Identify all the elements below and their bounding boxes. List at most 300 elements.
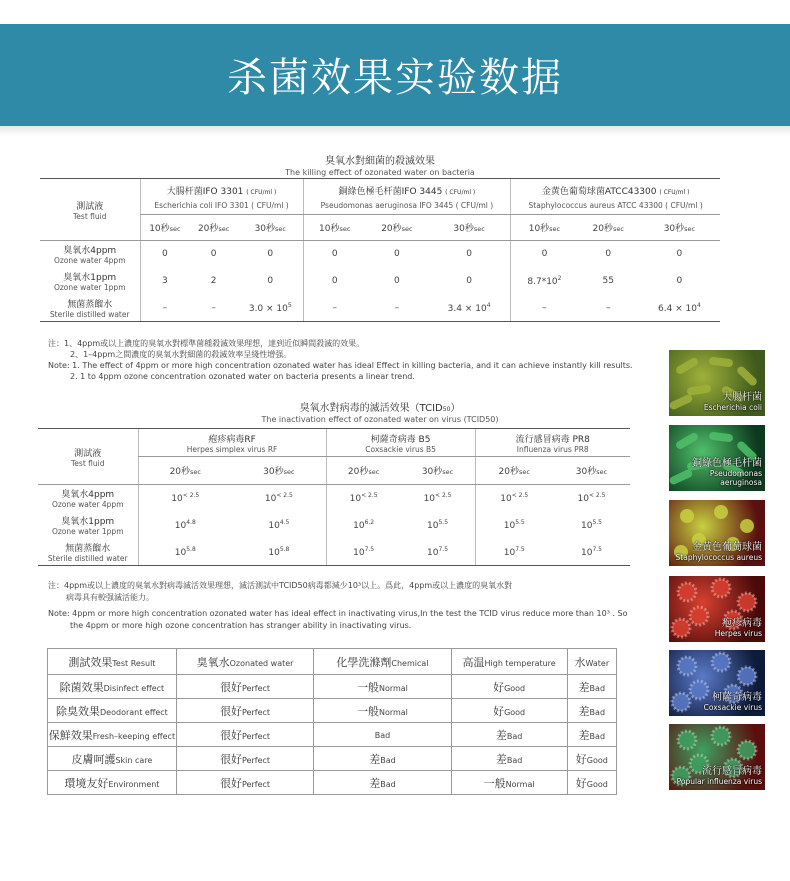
- cell-zh: 好: [493, 680, 505, 694]
- cell-zh: 很好: [220, 752, 243, 766]
- virus-table: [38, 428, 630, 566]
- page-title: 杀菌效果实验数据: [227, 55, 563, 101]
- thumbnail-label: [669, 454, 762, 487]
- row-label-zh: 無菌蒸餾水: [65, 543, 111, 554]
- cell-en: Good: [586, 779, 608, 789]
- virus-notes: [48, 580, 628, 632]
- table-cell: [140, 241, 189, 268]
- table-cell: [303, 295, 366, 322]
- table-cell: [578, 241, 639, 268]
- table-cell: [401, 539, 475, 566]
- cell-value: 0: [541, 249, 548, 260]
- note-line: 2. 1 to 4ppm ozone concentration ozonated water on bacteria presents a linear trend.: [70, 372, 415, 381]
- row-label-en: Ozone water 1ppm: [51, 527, 124, 536]
- table-cell: [232, 512, 326, 539]
- cell-en: Perfect: [242, 707, 271, 717]
- cell-en: Chemical: [391, 658, 429, 668]
- note-line: 注：1、4ppm或以上濃度的臭氧水對標準菌種殺滅效果理想，達到近似瞬間殺滅的效果。: [48, 339, 365, 348]
- time-label: 30秒: [254, 224, 276, 234]
- cell-value: 2: [210, 276, 217, 286]
- table-cell: [511, 268, 578, 295]
- table-cell: [553, 539, 630, 566]
- cell-en: Test Result: [112, 658, 156, 668]
- thumbnail-label-en: Herpes virus: [714, 629, 762, 638]
- time-label: 10秒: [149, 224, 170, 234]
- cell-zh: 保鮮效果: [48, 728, 93, 742]
- cell-zh: 差: [369, 776, 381, 790]
- comparison-cell: [314, 675, 451, 699]
- time-label: 20秒: [197, 224, 219, 234]
- cell-exponent: 5.8: [279, 545, 290, 553]
- comparison-cell: [176, 771, 313, 795]
- cell-en: Bad: [589, 683, 606, 693]
- group-header: 銅綠色極毛杆菌IFO 3445 ( CFU/ml ) Pseudomonas aeruginosa IFO 3445 ( CFU/ml ): [303, 179, 511, 215]
- group-header: 流行感冒病毒 PR8 Influenza virus PR8: [475, 429, 630, 457]
- table-cell: [138, 485, 232, 512]
- table-cell: [326, 539, 400, 566]
- cell-en: Fresh–keeping effect: [92, 731, 176, 741]
- cell-exponent: 5.5: [515, 519, 525, 526]
- cell-zh: 很好: [220, 680, 243, 694]
- test-fluid-header: 測試液 Test fluid: [40, 179, 140, 241]
- comparison-cell: [567, 771, 616, 795]
- bacteria-caption-en: The killing effect of ozonated water on bacteria: [285, 168, 475, 177]
- cell-value: –: [162, 302, 168, 313]
- comparison-row: [48, 771, 617, 795]
- comparison-row: [48, 699, 617, 723]
- thumbnail-label: [676, 538, 762, 562]
- cell-value: 10: [174, 521, 187, 531]
- row-label-en: Sterile distilled water: [47, 553, 128, 563]
- sec-unit: sec: [549, 225, 561, 233]
- thumbnail-label-en: Pseudomonas aeruginosa: [709, 469, 762, 487]
- table-cell: [511, 241, 578, 268]
- table-cell: [232, 539, 326, 566]
- cell-exponent: 5.5: [592, 519, 602, 526]
- cell-value: 10: [264, 494, 277, 505]
- time-label: 10秒: [319, 224, 340, 234]
- table-row: [38, 512, 630, 539]
- virus-caption-en: The inactivation effect of ozonated water on virus (TCID50): [261, 415, 499, 424]
- table-cell: [189, 268, 238, 295]
- thumbnail-label: [704, 388, 762, 412]
- sec-unit: sec: [596, 468, 608, 476]
- cell-zh: 差: [495, 752, 507, 766]
- thumbnail-label-zh: 銅綠色極毛杆菌: [692, 458, 762, 469]
- time-header: [326, 457, 400, 485]
- cell-value: 10: [577, 494, 589, 505]
- cell-value: –: [542, 302, 547, 313]
- table-cell: [366, 241, 428, 268]
- cell-en: Bad: [374, 731, 391, 740]
- row-label-zh: 臭氧水1ppm: [61, 517, 115, 527]
- group-header: 疱疹病毒RF Herpes simplex virus RF: [138, 429, 326, 457]
- note-line: Note: 1. The effect of 4ppm or more high concentration ozonated water has ideal Effect in killing bacteria, and it can achieve instantly kill results.: [48, 361, 633, 370]
- cell-en: Skin care: [115, 755, 153, 765]
- table-cell: [401, 512, 475, 539]
- cell-exponent: 5.8: [186, 545, 196, 553]
- table-cell: [189, 241, 238, 268]
- cell-en: Environment: [108, 779, 160, 789]
- cell-exponent: 4: [486, 301, 491, 309]
- time-header: [232, 457, 326, 485]
- comparison-cell: [314, 723, 451, 747]
- table-cell: [428, 268, 511, 295]
- row-label-zh: 臭氧水1ppm: [63, 273, 117, 283]
- bacteria-table: [40, 178, 720, 322]
- microbe-thumbnail: [669, 576, 765, 642]
- table-cell: [140, 295, 189, 322]
- sec-unit: sec: [368, 468, 380, 476]
- cell-exponent: < 2.5: [588, 492, 606, 500]
- cell-zh: 差: [578, 704, 590, 718]
- time-header: [303, 215, 366, 241]
- cell-exponent: 7.5: [364, 545, 375, 553]
- sec-unit: sec: [283, 468, 295, 476]
- time-label: 30秒: [663, 224, 685, 234]
- cell-zh: 差: [578, 680, 590, 694]
- time-header: [140, 215, 189, 241]
- cell-exponent: 7.5: [515, 545, 525, 553]
- note-line: 2、1–4ppm之間濃度的臭氧水對細菌的殺滅效率呈綫性增强。: [70, 350, 292, 359]
- cell-value: 10: [171, 494, 183, 505]
- header-banner: [0, 24, 790, 126]
- time-label: 20秒: [347, 467, 369, 477]
- cell-value: 10: [427, 547, 439, 558]
- group-header: 柯薩奇病毒 B5 Coxsackie virus B5: [326, 429, 475, 457]
- table-row: [40, 295, 720, 322]
- comparison-cell: [48, 723, 177, 747]
- cell-en: Bad: [380, 779, 396, 789]
- cell-en: Bad: [506, 755, 523, 765]
- cell-en: Ozonated water: [229, 658, 294, 668]
- comparison-cell: [314, 747, 451, 771]
- thumbnail-label-zh: 疱疹病毒: [722, 618, 762, 629]
- cell-en: Bad: [506, 731, 523, 741]
- cell-zh: 高温: [462, 655, 485, 669]
- cell-exponent: 5: [287, 301, 292, 309]
- group-header: 金黄色葡萄球菌ATCC43300 ( CFU/ml ) Staphylococcus aureus ATCC 43300 ( CFU/ml ): [511, 179, 720, 215]
- cell-value: 10: [349, 494, 362, 505]
- cell-value: 0: [676, 276, 683, 286]
- table-row: [38, 539, 630, 566]
- cell-exponent: < 2.5: [361, 492, 378, 500]
- banner-divider: [0, 126, 790, 136]
- time-label: 20秒: [381, 224, 402, 234]
- microbe-thumbnail: [669, 500, 765, 566]
- table-cell: [189, 295, 238, 322]
- comparison-cell: [451, 723, 567, 747]
- time-label: 20秒: [498, 467, 519, 477]
- thumbnail-label-zh: 大腸杆菌: [722, 392, 762, 403]
- comparison-cell: [567, 699, 616, 723]
- cell-exponent: < 2.5: [182, 492, 200, 500]
- thumbnail-label: [715, 614, 762, 638]
- time-label: 20秒: [592, 224, 613, 234]
- cell-value: 0: [267, 276, 274, 286]
- time-header: [138, 457, 232, 485]
- table-cell: [238, 241, 303, 268]
- time-header: [189, 215, 238, 241]
- cell-value: 10: [581, 521, 593, 531]
- table-cell: [475, 512, 553, 539]
- cell-zh: 好: [493, 704, 505, 718]
- cell-exponent: < 2.5: [435, 492, 452, 500]
- cell-value: 10: [174, 547, 187, 558]
- cell-value: 0: [162, 249, 168, 260]
- comparison-header-cell: [567, 649, 616, 675]
- row-label-en: Ozone water 4ppm: [53, 256, 126, 266]
- table-cell: [326, 512, 400, 539]
- cell-value: 10: [353, 547, 365, 558]
- time-header: [639, 215, 720, 241]
- cell-zh: 臭氧水: [196, 655, 230, 669]
- cell-exponent: 6.2: [364, 519, 375, 526]
- cell-value: 0: [394, 249, 400, 260]
- cell-value: 10: [503, 547, 516, 558]
- cell-en: Perfect: [242, 731, 271, 741]
- sec-unit: sec: [519, 468, 530, 476]
- thumbnail-label-zh: 柯薩奇病毒: [712, 692, 762, 703]
- table-row: [40, 268, 720, 295]
- microbe-thumbnail: [669, 425, 765, 491]
- table-cell: [511, 295, 578, 322]
- cell-exponent: < 2.5: [511, 492, 529, 500]
- time-label: 30秒: [453, 224, 474, 234]
- comparison-cell: [176, 747, 313, 771]
- comparison-header-cell: [451, 649, 567, 675]
- table-cell: [639, 268, 720, 295]
- cell-value: 0: [466, 276, 472, 286]
- cell-en: Bad: [589, 731, 606, 741]
- cell-value: 10: [581, 547, 593, 558]
- table-cell: [140, 268, 189, 295]
- time-header: [401, 457, 475, 485]
- table-cell: [366, 268, 428, 295]
- comparison-cell: [48, 771, 177, 795]
- cell-value: 3: [162, 276, 168, 286]
- cell-value: 0: [331, 249, 338, 260]
- time-label: 10秒: [528, 224, 550, 234]
- comparison-cell: [451, 747, 567, 771]
- cell-value: 10: [500, 494, 512, 505]
- cell-zh: 差: [495, 728, 507, 742]
- table-row: [40, 241, 720, 268]
- cell-zh: 很好: [220, 776, 243, 790]
- cell-zh: 水: [574, 655, 586, 669]
- note-line: Note: 4ppm or more high concentration ozonated water has ideal effect in inactivating virus,In the test the TCID virus reduce more than 10³ . So: [48, 609, 628, 618]
- sec-unit: sec: [190, 468, 201, 476]
- table-cell: [238, 295, 303, 322]
- cell-zh: 除臭效果: [56, 704, 101, 718]
- test-fluid-header: 測試液 Test fluid: [38, 429, 138, 485]
- cell-zh: 皮膚呵護: [71, 752, 116, 766]
- table-cell: [428, 241, 511, 268]
- bacteria-notes: [48, 338, 633, 382]
- cell-en: Good: [504, 707, 526, 717]
- group-header: 大腸杆菌IFO 3301 ( CFU/ml ) Escherichia coli IFO 3301 ( CFU/ml ): [140, 179, 303, 215]
- comparison-cell: [48, 675, 177, 699]
- sec-unit: sec: [218, 225, 230, 233]
- comparison-cell: [314, 771, 451, 795]
- row-label: [38, 512, 138, 539]
- row-label-en: Sterile distilled water: [49, 309, 130, 319]
- comparison-cell: [451, 675, 567, 699]
- cell-value: 10: [423, 494, 436, 505]
- cell-en: Perfect: [242, 755, 271, 765]
- table-cell: [475, 539, 553, 566]
- time-label: 30秒: [575, 467, 597, 477]
- time-header: [511, 215, 578, 241]
- cell-value: 0: [676, 249, 683, 260]
- cell-en: Perfect: [242, 779, 271, 789]
- thumbnail-label: [677, 762, 762, 786]
- sec-unit: sec: [339, 225, 351, 233]
- comparison-cell: [567, 747, 616, 771]
- bacteria-caption-zh: 臭氧水對細菌的殺滅效果: [325, 156, 435, 167]
- cell-en: Perfect: [242, 683, 271, 693]
- cell-zh: 除菌效果: [59, 680, 104, 694]
- comparison-header-cell: [48, 649, 177, 675]
- virus-caption-zh: 臭氧水對病毒的滅活效果（TCID50）: [299, 403, 461, 414]
- time-header: [553, 457, 630, 485]
- cell-en: Good: [504, 683, 526, 693]
- cell-en: Deodorant effect: [100, 707, 168, 717]
- cell-value: 3.4 × 10: [447, 303, 487, 314]
- table-cell: [238, 268, 303, 295]
- comparison-row: [48, 747, 617, 771]
- cell-value: –: [394, 302, 400, 313]
- table-cell: [232, 485, 326, 512]
- comparison-header-cell: [176, 649, 313, 675]
- cell-zh: 很好: [220, 704, 243, 718]
- cell-value: 10: [268, 521, 280, 531]
- cell-zh: 好: [575, 776, 587, 790]
- cell-value: 55: [602, 276, 614, 286]
- table-cell: [578, 295, 639, 322]
- cell-en: Bad: [380, 755, 396, 765]
- comparison-row: [48, 675, 617, 699]
- cell-en: Normal: [378, 707, 408, 717]
- cell-value: 10: [268, 547, 280, 558]
- cell-value: 0: [331, 276, 338, 286]
- table-row: [38, 485, 630, 512]
- row-label: [40, 268, 140, 295]
- microbe-thumbnail: [669, 650, 765, 716]
- cell-value: 0: [210, 249, 217, 260]
- cell-zh: 一般: [356, 680, 379, 694]
- note-line: the 4ppm or more high ozone concentration has stranger ability in inactivating virus.: [70, 621, 412, 630]
- comparison-cell: [567, 723, 616, 747]
- thumbnail-label-en: Popular influenza virus: [676, 777, 762, 786]
- cell-zh: 一般: [483, 776, 506, 790]
- time-header: [428, 215, 511, 241]
- time-header: [475, 457, 553, 485]
- microbe-thumbnail: [669, 724, 765, 790]
- cell-value: –: [332, 302, 337, 313]
- row-label: [40, 241, 140, 268]
- sec-unit: sec: [401, 225, 413, 233]
- table-cell: [553, 512, 630, 539]
- cell-zh: 化學洗滌劑: [336, 655, 392, 669]
- comparison-cell: [48, 747, 177, 771]
- time-header: [578, 215, 639, 241]
- time-label: 20秒: [169, 467, 191, 477]
- comparison-table: [47, 648, 617, 795]
- table-cell: [138, 539, 232, 566]
- table-cell: [401, 485, 475, 512]
- cell-exponent: 5.5: [438, 519, 449, 526]
- note-line: 注：4ppm或以上濃度的臭氧水對病毒滅活效果理想，滅活測試中TCID50病毒都減少10³以上。爲此，4ppm或以上濃度的臭氧水對: [48, 581, 513, 590]
- cell-en: Disinfect effect: [103, 683, 165, 693]
- cell-value: 10: [427, 521, 439, 531]
- sec-unit: sec: [169, 225, 181, 233]
- cell-value: 0: [394, 276, 400, 286]
- cell-en: Good: [586, 755, 608, 765]
- cell-en: Bad: [589, 707, 606, 717]
- cell-en: High temperature: [484, 658, 556, 668]
- comparison-cell: [314, 699, 451, 723]
- cell-exponent: 7.5: [438, 545, 449, 553]
- thumbnail-label-en: Escherichia coli: [703, 403, 762, 412]
- cell-exponent: 2: [557, 275, 562, 282]
- cell-value: 0: [605, 249, 612, 260]
- row-label: [38, 485, 138, 512]
- sec-unit: sec: [473, 225, 485, 233]
- bacteria-caption: [0, 152, 760, 177]
- table-cell: [639, 295, 720, 322]
- thumbnail-label: [704, 688, 762, 712]
- table-cell: [428, 295, 511, 322]
- cell-zh: 差: [578, 728, 590, 742]
- cell-value: 3.0 × 10: [248, 303, 288, 314]
- cell-exponent: 4.8: [186, 519, 196, 526]
- sec-unit: sec: [612, 225, 624, 233]
- table-cell: [303, 241, 366, 268]
- sec-unit: sec: [684, 225, 696, 233]
- thumbnail-label-en: Coxsackie virus: [703, 703, 762, 712]
- cell-zh: 測試效果: [68, 655, 113, 669]
- comparison-cell: [176, 675, 313, 699]
- table-cell: [303, 268, 366, 295]
- comparison-header-row: [48, 649, 617, 675]
- table-cell: [138, 512, 232, 539]
- time-header: [238, 215, 303, 241]
- table-cell: [553, 485, 630, 512]
- cell-exponent: < 2.5: [276, 492, 293, 500]
- sec-unit: sec: [275, 225, 286, 233]
- comparison-cell: [176, 699, 313, 723]
- cell-zh: 很好: [220, 728, 243, 742]
- thumbnail-label-zh: 流行感冒病毒: [702, 766, 762, 777]
- row-label-en: Ozone water 4ppm: [51, 500, 124, 510]
- time-label: 30秒: [421, 467, 443, 477]
- row-label-zh: 無菌蒸餾水: [67, 299, 113, 310]
- table-cell: [639, 241, 720, 268]
- virus-caption: [0, 399, 760, 424]
- cell-zh: 環境友好: [64, 776, 109, 790]
- sec-unit: sec: [442, 468, 454, 476]
- comparison-cell: [176, 723, 313, 747]
- comparison-cell: [567, 675, 616, 699]
- cell-value: –: [605, 302, 611, 313]
- cell-exponent: 4: [697, 301, 701, 309]
- cell-value: 10: [353, 521, 365, 531]
- cell-exponent: 7.5: [592, 545, 602, 553]
- table-cell: [366, 295, 428, 322]
- row-label-en: Ozone water 1ppm: [53, 283, 126, 292]
- comparison-row: [48, 723, 617, 747]
